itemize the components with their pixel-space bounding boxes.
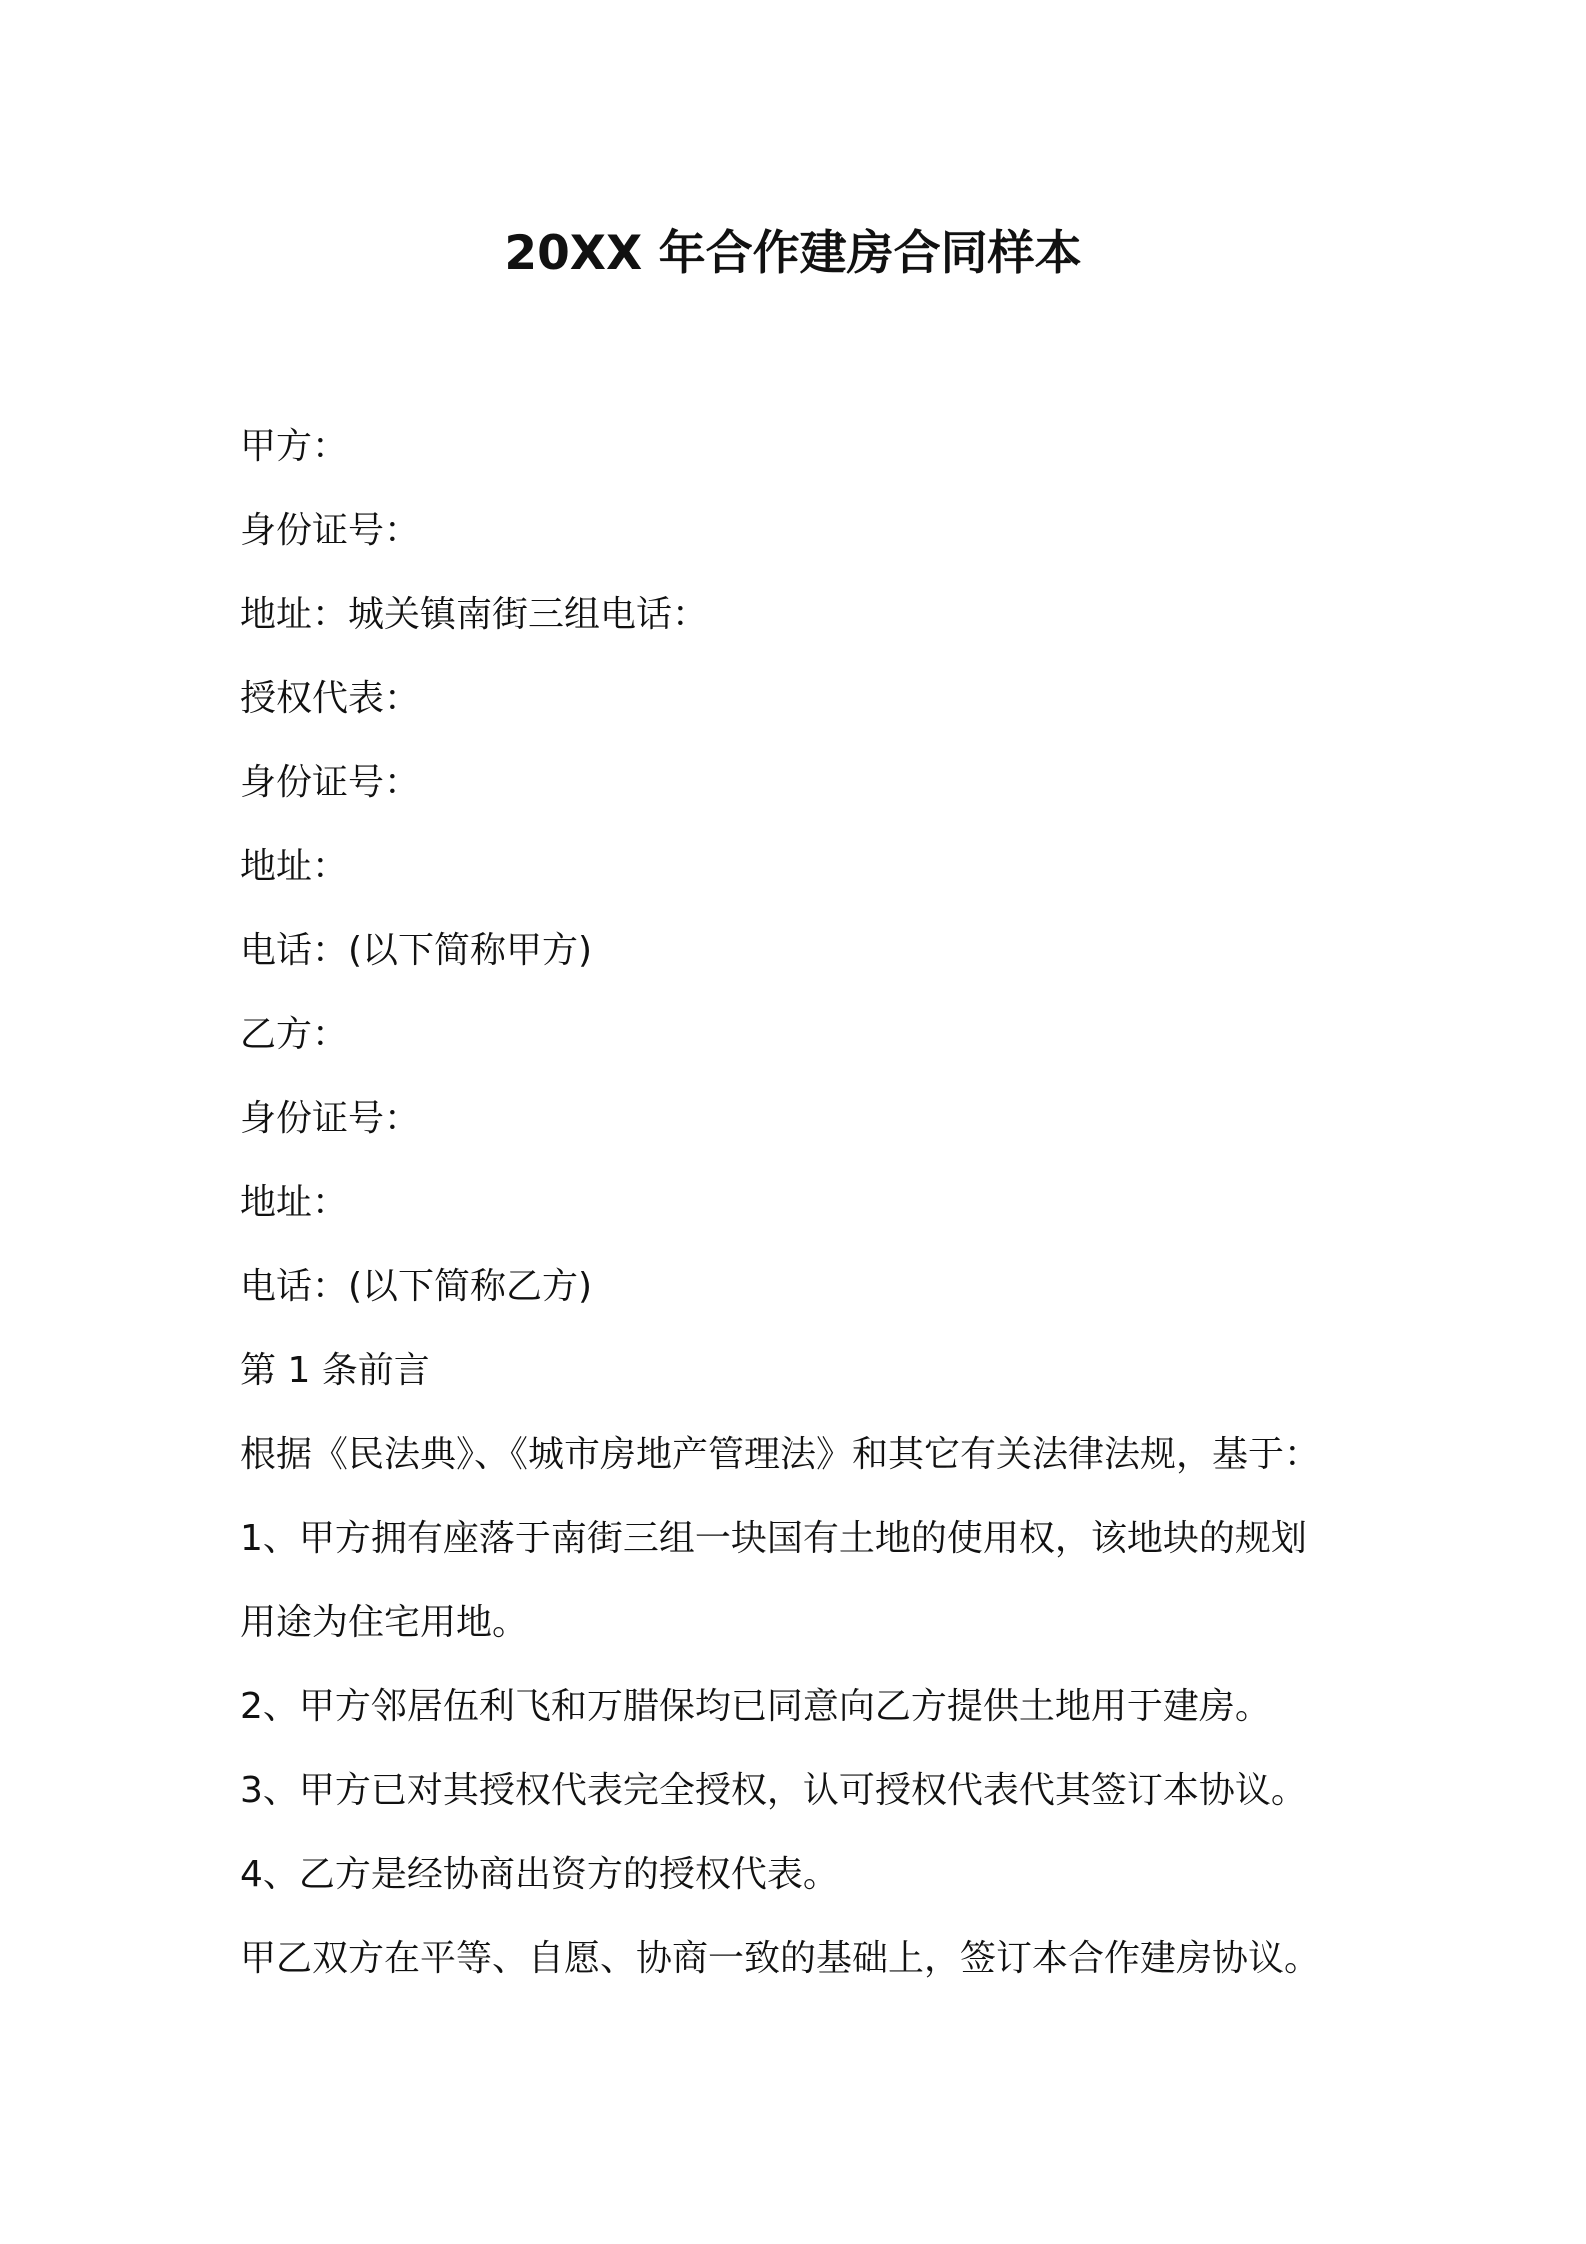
representative-id-line: 身份证号： xyxy=(240,762,421,803)
party-a-address-phone-line: 地址：城关镇南街三组电话： xyxy=(240,594,709,635)
legal-basis-line: 根据《民法典》、《城市房地产管理法》和其它有关法律法规，基于： xyxy=(240,1434,1321,1475)
clause-1-continuation-line: 用途为住宅用地。 xyxy=(240,1602,529,1643)
document-title: 20XX 年合作建房合同样本 xyxy=(504,226,1082,281)
party-b-address-line: 地址： xyxy=(240,1182,349,1223)
party-a-phone-line: 电话：(以下简称甲方) xyxy=(240,930,593,971)
clause-1-line: 1、甲方拥有座落于南街三组一块国有土地的使用权，该地块的规划 xyxy=(240,1518,1307,1559)
article-1-heading: 第 1 条前言 xyxy=(240,1350,430,1391)
representative-address-line: 地址： xyxy=(240,846,349,887)
clause-3-line: 3、甲方已对其授权代表完全授权，认可授权代表代其签订本协议。 xyxy=(240,1770,1307,1811)
authorized-representative-line: 授权代表： xyxy=(240,678,421,719)
party-b-id-line: 身份证号： xyxy=(240,1098,421,1139)
party-b-phone-line: 电话：(以下简称乙方) xyxy=(240,1266,593,1307)
clause-4-line: 4、乙方是经协商出资方的授权代表。 xyxy=(240,1854,839,1895)
party-a-line: 甲方： xyxy=(240,426,349,467)
agreement-statement-line: 甲乙双方在平等、自愿、协商一致的基础上，签订本合作建房协议。 xyxy=(240,1938,1321,1979)
party-a-id-line: 身份证号： xyxy=(240,510,421,551)
document-body xyxy=(240,405,1380,2001)
party-b-line: 乙方： xyxy=(240,1014,349,1055)
clause-2-line: 2、甲方邻居伍利飞和万腊保均已同意向乙方提供土地用于建房。 xyxy=(240,1686,1271,1727)
